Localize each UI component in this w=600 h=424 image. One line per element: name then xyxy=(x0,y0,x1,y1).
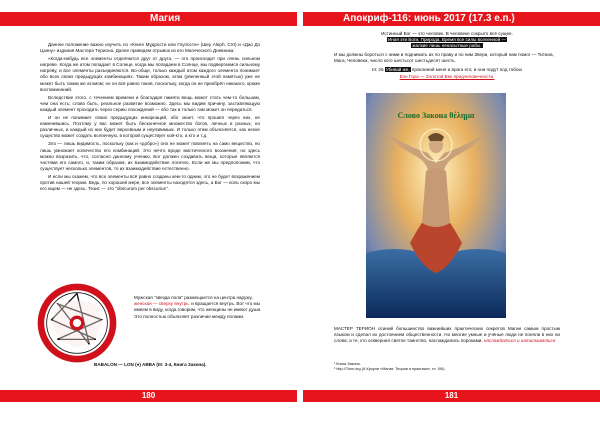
left-paragraph-6: И если мы скажем, что все элементы всё равно созданы кем-то одним, это не будет возражением против нашей теории. Ведь, по хорошей мере, все элементы находятся здесь, а Бог — коль скоро мы его ищем — не здесь. Тезис — это "obscurum per obscurius". xyxy=(40,173,260,192)
left-footer xyxy=(0,390,297,402)
babalon-line: BABALON — LON (●) ABBA (III: 3-4, Книга Закона). xyxy=(94,362,207,367)
intro-line-2-text: Иная эти Боги, Природа, Время все силы вселенной — xyxy=(387,37,507,43)
crowned-figure-illustration xyxy=(366,93,506,318)
seal-caption-em: женская — сверху внутрь. xyxy=(134,301,190,307)
right-header-title: Апокриф-116: июнь 2017 (17.3 е.п.) xyxy=(343,13,515,24)
right-page-number: 181 xyxy=(444,391,459,400)
left-paragraph-3: Вследствие этого, с течением времени и благодаря памяти вещь может стать чем-то большим, чем она есть; слово быть, реальное развитие возможно. Здесь мы видим причину, заставляющую каждый элемент проходить через серию похождений — обо так и только там может он передаться. xyxy=(40,94,260,112)
left-paragraph-4: И он не понимает своих предыдущих инкарнаций, обо знает, что прошёл через них, не изменившись. Поэтому у вас может быть бесконечное множество богов, личных и разных, но различных, и каждый из них будет верховным и неуязвимым. И только этим объясняется, как некое существо может создать вселенную, в которой существует кой-кто, а кто и т.д. xyxy=(40,115,260,139)
left-paragraph-5: Зло — лишь видимость, поскольку (как и «добро») оно не может повлиять на само вещество, но лишь умножает количество его комбинаций. Это нечто вроде мистического воззнения; но здесь можно возразить, что, согласно данному учению, Бог должен создавать вещи, которые являются частями его самого, и, таким образом, их взаимодействие логично. Если же мы предположим, что существует несколько элементов, то их взаимодействие естественно. xyxy=(40,141,260,171)
quote-rest: проклинай меня и врага его; и они подут под тобою xyxy=(411,67,522,73)
quote-link[interactable] xyxy=(334,74,560,80)
left-column-text xyxy=(40,42,260,194)
footnotes xyxy=(334,362,560,372)
quote-ref: III: 26 xyxy=(372,67,384,73)
right-footer xyxy=(303,390,600,402)
bottom-paragraph-em: наслаждаться и наталкиваться xyxy=(483,338,556,344)
intro-line-3-text: жалкие лишь ненасытные рабы. xyxy=(412,43,482,49)
right-intro xyxy=(334,31,560,80)
left-page-number: 180 xyxy=(141,391,156,400)
seal-caption-rest: и вращается внутрь. Вот что мы имеем в виду, когда говорим, что женщины не имеют души. Это полностью объясняет различие между полами. xyxy=(134,301,262,319)
quote-link-text[interactable]: Бэн Гора — Золотой Век предчеловечности. xyxy=(399,73,495,79)
left-header xyxy=(0,12,297,26)
image-caption: Слово Закона θέλημα xyxy=(397,111,475,120)
intro-line-1: Истинный Бог — это человек. В человеке сокрыто всё сущее. xyxy=(381,31,513,36)
footnote-2: ² http://Tonn.org (А.Кроули «Магия: Теория и практика», гл. XIII). xyxy=(334,367,446,371)
intro-paragraph: И мы должны бороться с ними и поднимать их по праву и по ним Звери, который нам помог — Титана, Мага, Человека, число кого шестьсот шестьдесят шесть. xyxy=(334,52,554,64)
right-header xyxy=(303,12,600,26)
seal-caption xyxy=(134,295,264,320)
heptagram-seal xyxy=(36,282,118,364)
right-bottom-paragraph xyxy=(334,326,560,344)
left-paragraph-1: Данное положение важно изучить по «Книге Мудрости или Глупости» (Шеу Aleph, CXI) и «Дао Дэ Цзину» издания Мастера Териона. Далее приведем отрывок из его Магического Дневника: xyxy=(40,42,260,54)
seal-caption-lead: Мужская "звезда пола" размещается на центра наружу, xyxy=(134,295,253,300)
quote-highlight: Убивай же, xyxy=(385,67,410,73)
left-paragraph-2: «Когда-нибудь все элементы отделяются друг от друга, — это происходит при очень сильном нагреве. Когда же атом попадает в Солнце, когда мы попадаем в Солнце, мы подвергаемся сильному нагреву, и все элементы разъединяются. Во-обще, только каждый атом каждого элемента понимает обо всех своих предыдущих комбинациях. Таким образом, атом (увеленный этой памятью) уже не может быть таким же атомом; но он всё равно таков, поскольку, когда он не приобрёл никакого, кроме воспоминаний. xyxy=(40,56,260,92)
intro-line-3 xyxy=(334,43,560,49)
left-header-title: Магия xyxy=(150,13,181,24)
bottom-paragraph-text: МАСТЕР ТЕРИОН осиний большинство важнейших практических секретов Магии самым простым языком и сделал их достоянием общественности. Но многие умные и учёные люди не поняли в них ни слова; а те, кто осквернил святое таинство, наслаждались пороками. xyxy=(334,326,560,344)
footnote-1: ¹ Книга Закона. xyxy=(334,362,361,366)
